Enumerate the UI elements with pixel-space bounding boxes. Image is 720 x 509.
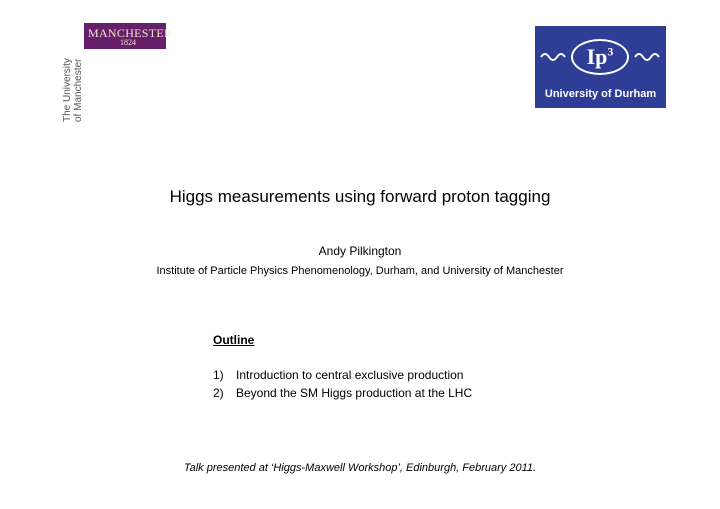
ip3-superscript: 3 [607, 44, 614, 59]
manchester-logo [84, 23, 173, 49]
slide-title: Higgs measurements using forward proton tagging [169, 187, 551, 206]
outline-item [213, 386, 472, 400]
author-affiliation: Institute of Particle Physics Phenomenology, Durham, and University of Manchester [156, 265, 564, 277]
author-name: Andy Pilkington [318, 244, 402, 258]
outline-item-number: 2) [213, 386, 224, 400]
manchester-vertical-line-2: of Manchester [73, 58, 84, 122]
manchester-wordmark: MANCHESTER [88, 26, 173, 40]
university-of-manchester-label [62, 12, 88, 122]
manchester-vertical-line-1: The University [62, 58, 73, 122]
outline-heading: Outline [213, 333, 255, 347]
manchester-year: 1824 [120, 38, 136, 47]
ip3-durham-logo [535, 26, 666, 108]
outline-item-number: 1) [213, 368, 224, 382]
ip3-caption: University of Durham [544, 88, 657, 100]
outline-item [213, 368, 463, 382]
talk-footer: Talk presented at ‘Higgs-Maxwell Workshop’, Edinburgh, February 2011. [183, 462, 537, 474]
ip3-mark [575, 44, 625, 70]
ip3-letters: Ip [586, 44, 608, 69]
outline-item-text: Beyond the SM Higgs production at the LHC [236, 386, 473, 400]
outline-item-text: Introduction to central exclusive production [236, 368, 464, 382]
